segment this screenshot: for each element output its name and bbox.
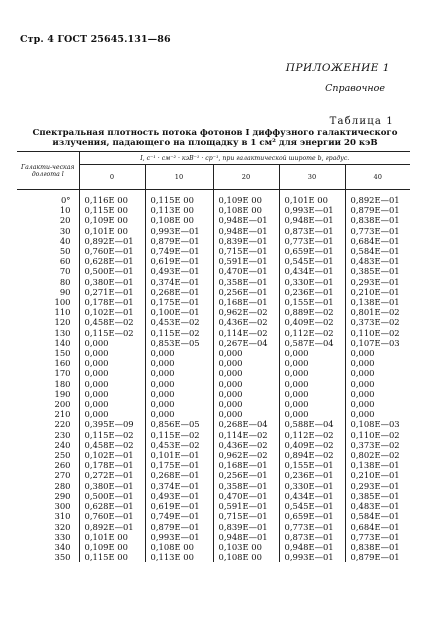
flux-value-cell: 0,715E—01 — [213, 511, 279, 521]
latitude-header: 20 — [213, 165, 279, 190]
flux-value-cell: 0,879E—01 — [350, 205, 400, 216]
flux-value-cell: 0,879E—01 — [145, 522, 213, 532]
flux-value-cell: 0,000 — [145, 389, 213, 399]
flux-value-cell: 0,138E—01 — [350, 297, 400, 308]
flux-value-cell: 0,155E—01 — [279, 297, 345, 307]
flux-value-cell: 0,962E—02 — [213, 307, 279, 317]
table-row — [17, 491, 410, 501]
table-row — [17, 190, 410, 206]
flux-value-cell: 0,853E—05 — [145, 338, 213, 348]
flux-value-cell: 0,115E—02 — [79, 430, 145, 440]
table-row — [17, 338, 410, 348]
flux-value-cell: 0,838E—01 — [350, 541, 400, 552]
flux-value-cell: 0,000 — [279, 409, 345, 419]
flux-value-cell: 0,889E—02 — [279, 307, 345, 317]
flux-value-cell: 0,373E—02 — [350, 439, 400, 450]
table-row — [17, 389, 410, 399]
flux-value-cell: 0,168E—01 — [213, 460, 279, 470]
flux-value-cell: 0,110E—02 — [350, 327, 400, 338]
table-row — [17, 205, 410, 215]
flux-value-cell: 0,000 — [145, 399, 213, 409]
flux-value-cell: 0,107E—03 — [350, 337, 400, 348]
longitude-cell: 100 — [17, 297, 79, 307]
flux-value-cell: 0,112E—02 — [279, 328, 345, 338]
flux-value-cell: 0,000 — [79, 409, 145, 419]
table-row — [17, 460, 410, 470]
flux-value-cell: 0,000 — [145, 348, 213, 358]
flux-value-cell: 0,587E—04 — [279, 338, 345, 348]
flux-value-cell: 0,619E—01 — [145, 501, 213, 511]
flux-value-cell: 0,108E—03 — [350, 419, 400, 430]
table-row — [17, 266, 410, 276]
appendix-subtitle: Справочное — [325, 83, 385, 94]
longitude-cell: 200 — [17, 399, 79, 409]
flux-value-cell: 0,470E—01 — [213, 491, 279, 501]
flux-value-cell: 0,373E—02 — [350, 317, 400, 328]
table-row — [17, 368, 410, 378]
flux-value-cell: 0,000 — [213, 358, 279, 368]
flux-value-cell: 0,113E 00 — [145, 205, 213, 215]
flux-value-cell: 0,000 — [350, 399, 375, 410]
latitude-header: 0 — [79, 165, 145, 190]
table-row — [17, 399, 410, 409]
flux-value-cell: 0,000 — [279, 379, 345, 389]
flux-value-cell: 0,374E—01 — [145, 481, 213, 491]
flux-value-cell: 0,101E—01 — [145, 450, 213, 460]
longitude-cell: 90 — [17, 287, 79, 297]
flux-value-cell: 0,000 — [79, 389, 145, 399]
longitude-cell: 50 — [17, 246, 79, 256]
flux-value-cell: 0,948E—01 — [279, 542, 345, 552]
flux-value-cell: 0,115E—02 — [145, 430, 213, 440]
longitude-cell: 170 — [17, 368, 79, 378]
longitude-cell: 300 — [17, 501, 79, 511]
table-row — [17, 287, 410, 297]
flux-value-cell: 0,000 — [79, 338, 145, 348]
flux-value-cell: 0,892E—01 — [79, 236, 145, 246]
flux-value-cell: 0,103E 00 — [213, 542, 279, 552]
longitude-cell: 270 — [17, 470, 79, 480]
flux-value-cell: 0,948E—01 — [279, 215, 345, 225]
flux-value-cell: 0,894E—02 — [279, 450, 345, 460]
flux-value-cell: 0,948E—01 — [213, 226, 279, 236]
flux-value-cell: 0,628E—01 — [79, 501, 145, 511]
flux-value-cell: 0,839E—01 — [213, 522, 279, 532]
flux-value-cell: 0,436E—02 — [213, 317, 279, 327]
flux-value-cell: 0,591E—01 — [213, 256, 279, 266]
longitude-cell: 60 — [17, 256, 79, 266]
flux-value-cell: 0,114E—02 — [213, 328, 279, 338]
table-row — [17, 246, 410, 256]
table-caption — [24, 128, 406, 148]
flux-value-cell: 0,000 — [213, 368, 279, 378]
longitude-cell: 250 — [17, 450, 79, 460]
flux-value-cell: 0,108E 00 — [145, 542, 213, 552]
flux-value-cell: 0,000 — [350, 409, 375, 420]
flux-value-cell: 0,175E—01 — [145, 297, 213, 307]
table-number: Таблица 1 — [329, 116, 394, 127]
flux-value-cell: 0,948E—01 — [213, 532, 279, 542]
table-row — [17, 277, 410, 287]
table-row — [17, 226, 410, 236]
flux-value-cell: 0,000 — [350, 388, 375, 399]
flux-value-cell: 0,838E—01 — [350, 215, 400, 226]
flux-value-cell: 0,138E—01 — [350, 460, 400, 471]
flux-value-cell: 0,545E—01 — [279, 501, 345, 511]
table-row — [17, 552, 410, 562]
flux-value-cell: 0,773E—01 — [279, 522, 345, 532]
flux-value-cell: 0,948E—01 — [213, 215, 279, 225]
flux-value-cell: 0,000 — [79, 368, 145, 378]
flux-value-cell: 0,000 — [279, 389, 345, 399]
flux-value-cell: 0,000 — [350, 368, 375, 379]
table-row — [17, 450, 410, 460]
longitude-cell: 240 — [17, 440, 79, 450]
flux-value-cell: 0,380E—01 — [79, 277, 145, 287]
flux-value-cell: 0,458E—02 — [79, 440, 145, 450]
flux-value-cell: 0,000 — [79, 348, 145, 358]
flux-value-cell: 0,000 — [279, 399, 345, 409]
flux-value-cell: 0,000 — [279, 348, 345, 358]
flux-value-cell: 0,483E—01 — [350, 501, 400, 512]
longitude-cell: 0° — [17, 190, 79, 206]
flux-table — [17, 151, 410, 562]
flux-value-cell: 0,588E—04 — [279, 419, 345, 429]
longitude-cell: 30 — [17, 226, 79, 236]
flux-value-cell: 0,470E—01 — [213, 266, 279, 276]
flux-value-cell: 0,892E—01 — [350, 195, 400, 205]
flux-value-cell: 0,108E 00 — [213, 552, 279, 562]
flux-value-cell: 0,000 — [213, 399, 279, 409]
flux-value-cell: 0,178E—01 — [79, 297, 145, 307]
flux-value-cell: 0,000 — [145, 368, 213, 378]
table-row — [17, 358, 410, 368]
table-row — [17, 236, 410, 246]
flux-value-cell: 0,155E—01 — [279, 460, 345, 470]
flux-value-cell: 0,358E—01 — [213, 481, 279, 491]
flux-value-cell: 0,000 — [79, 379, 145, 389]
flux-value-cell: 0,749E—01 — [145, 511, 213, 521]
flux-value-cell: 0,109E 00 — [79, 215, 145, 225]
table-row — [17, 307, 410, 317]
flux-value-cell: 0,749E—01 — [145, 246, 213, 256]
flux-value-cell: 0,175E—01 — [145, 460, 213, 470]
flux-value-cell: 0,873E—01 — [279, 226, 345, 236]
flux-value-cell: 0,659E—01 — [279, 246, 345, 256]
flux-value-cell: 0,879E—01 — [350, 552, 400, 563]
flux-value-cell: 0,236E—01 — [279, 470, 345, 480]
flux-value-cell: 0,773E—01 — [350, 531, 400, 542]
longitude-cell: 20 — [17, 215, 79, 225]
latitude-header: 10 — [145, 165, 213, 190]
longitude-cell: 110 — [17, 307, 79, 317]
flux-value-cell: 0,380E—01 — [79, 481, 145, 491]
flux-value-cell: 0,434E—01 — [279, 266, 345, 276]
longitude-cell: 130 — [17, 328, 79, 338]
flux-value-cell: 0,760E—01 — [79, 511, 145, 521]
flux-value-cell: 0,268E—01 — [145, 470, 213, 480]
longitude-cell: 10 — [17, 205, 79, 215]
flux-value-cell: 0,385E—01 — [350, 490, 400, 501]
flux-value-cell: 0,619E—01 — [145, 256, 213, 266]
flux-value-cell: 0,101E 00 — [79, 226, 145, 236]
table-row — [17, 419, 410, 429]
flux-value-cell: 0,178E—01 — [79, 460, 145, 470]
longitude-cell: 330 — [17, 532, 79, 542]
flux-value-cell: 0,102E—01 — [79, 307, 145, 317]
flux-value-cell: 0,839E—01 — [213, 236, 279, 246]
longitude-cell: 290 — [17, 491, 79, 501]
flux-value-cell: 0,256E—01 — [213, 470, 279, 480]
caption-line-2: излучения, падающего на площадку в 1 см² для энергии 20 кэВ — [52, 138, 378, 148]
flux-value-cell: 0,116E 00 — [79, 190, 145, 206]
flux-value-cell: 0,115E 00 — [79, 552, 145, 562]
flux-value-cell: 0,000 — [213, 389, 279, 399]
flux-value-cell: 0,330E—01 — [279, 277, 345, 287]
longitude-cell: 180 — [17, 379, 79, 389]
flux-value-cell: 0,409E—02 — [279, 440, 345, 450]
flux-value-cell: 0,584E—01 — [350, 511, 400, 522]
flux-value-cell: 0,236E—01 — [279, 287, 345, 297]
flux-value-cell: 0,000 — [350, 358, 375, 369]
flux-value-cell: 0,873E—01 — [279, 532, 345, 542]
latitude-header: 30 — [279, 165, 345, 190]
table-row — [17, 328, 410, 338]
flux-value-cell: 0,545E—01 — [279, 256, 345, 266]
table-row — [17, 501, 410, 511]
flux-value-cell: 0,993E—01 — [145, 532, 213, 542]
flux-value-cell: 0,109E 00 — [213, 190, 279, 206]
flux-value-cell: 0,000 — [79, 399, 145, 409]
flux-value-cell: 0,293E—01 — [350, 480, 400, 491]
flux-value-cell: 0,108E 00 — [213, 205, 279, 215]
flux-value-cell: 0,453E—02 — [145, 440, 213, 450]
flux-value-cell: 0,109E 00 — [79, 542, 145, 552]
flux-value-cell: 0,659E—01 — [279, 511, 345, 521]
flux-value-cell: 0,962E—02 — [213, 450, 279, 460]
table-row — [17, 522, 410, 532]
flux-value-cell: 0,102E—01 — [79, 450, 145, 460]
table-row — [17, 430, 410, 440]
longitude-cell: 230 — [17, 430, 79, 440]
flux-value-cell: 0,856E—05 — [145, 419, 213, 429]
flux-value-cell: 0,409E—02 — [279, 317, 345, 327]
longitude-cell: 140 — [17, 338, 79, 348]
longitude-cell: 220 — [17, 419, 79, 429]
table-row — [17, 511, 410, 521]
flux-value-cell: 0,113E 00 — [145, 552, 213, 562]
flux-value-cell: 0,358E—01 — [213, 277, 279, 287]
flux-value-cell: 0,267E—04 — [213, 338, 279, 348]
flux-value-cell: 0,272E—01 — [79, 470, 145, 480]
flux-value-cell: 0,684E—01 — [350, 521, 400, 532]
flux-value-cell: 0,892E—01 — [79, 522, 145, 532]
latitude-header: 40 — [345, 165, 410, 190]
table-row — [17, 481, 410, 491]
longitude-cell: 190 — [17, 389, 79, 399]
flux-value-cell: 0,268E—01 — [145, 287, 213, 297]
flux-value-cell: 0,115E—02 — [79, 328, 145, 338]
flux-value-cell: 0,000 — [350, 348, 375, 359]
flux-value-cell: 0,483E—01 — [350, 256, 400, 267]
flux-value-cell: 0,000 — [213, 409, 279, 419]
flux-value-cell: 0,684E—01 — [350, 235, 400, 246]
flux-value-cell: 0,000 — [79, 358, 145, 368]
flux-value-cell: 0,773E—01 — [279, 236, 345, 246]
table-row — [17, 470, 410, 480]
flux-value-cell: 0,108E 00 — [145, 215, 213, 225]
table-row — [17, 256, 410, 266]
flux-value-cell: 0,993E—01 — [145, 226, 213, 236]
flux-value-cell: 0,493E—01 — [145, 491, 213, 501]
flux-value-cell: 0,000 — [145, 409, 213, 419]
longitude-cell: 160 — [17, 358, 79, 368]
flux-value-cell: 0,000 — [279, 358, 345, 368]
flux-value-cell: 0,458E—02 — [79, 317, 145, 327]
longitude-cell: 80 — [17, 277, 79, 287]
flux-value-cell: 0,115E—02 — [145, 328, 213, 338]
page-header: Стр. 4 ГОСТ 25645.131—86 — [20, 34, 171, 45]
longitude-cell: 260 — [17, 460, 79, 470]
flux-value-cell: 0,000 — [350, 378, 375, 389]
flux-value-cell: 0,715E—01 — [213, 246, 279, 256]
flux-value-cell: 0,293E—01 — [350, 276, 400, 287]
longitude-cell: 150 — [17, 348, 79, 358]
flux-value-cell: 0,168E—01 — [213, 297, 279, 307]
flux-value-cell: 0,760E—01 — [79, 246, 145, 256]
table-row — [17, 532, 410, 542]
flux-value-cell: 0,395E—09 — [79, 419, 145, 429]
flux-value-cell: 0,436E—02 — [213, 440, 279, 450]
flux-value-cell: 0,000 — [145, 379, 213, 389]
flux-value-cell: 0,584E—01 — [350, 246, 400, 257]
longitude-cell: 40 — [17, 236, 79, 246]
flux-value-cell: 0,100E—01 — [145, 307, 213, 317]
flux-value-cell: 0,268E—04 — [213, 419, 279, 429]
flux-value-cell: 0,801E—02 — [350, 307, 400, 318]
table-row — [17, 215, 410, 225]
longitude-cell: 340 — [17, 542, 79, 552]
flux-value-cell: 0,993E—01 — [279, 552, 345, 562]
flux-value-cell: 0,628E—01 — [79, 256, 145, 266]
flux-value-cell: 0,500E—01 — [79, 491, 145, 501]
flux-value-cell: 0,591E—01 — [213, 501, 279, 511]
flux-value-cell: 0,385E—01 — [350, 266, 400, 277]
flux-value-cell: 0,802E—02 — [350, 450, 400, 461]
flux-value-cell: 0,773E—01 — [350, 225, 400, 236]
table-row — [17, 297, 410, 307]
flux-value-cell: 0,115E 00 — [145, 190, 213, 206]
flux-value-cell: 0,000 — [279, 368, 345, 378]
flux-value-cell: 0,434E—01 — [279, 491, 345, 501]
longitude-cell: 320 — [17, 522, 79, 532]
flux-value-cell: 0,453E—02 — [145, 317, 213, 327]
flux-value-cell: 0,101E 00 — [279, 190, 345, 206]
flux-value-cell: 0,112E—02 — [279, 430, 345, 440]
flux-value-cell: 0,114E—02 — [213, 430, 279, 440]
flux-value-cell: 0,000 — [213, 379, 279, 389]
flux-value-cell: 0,500E—01 — [79, 266, 145, 276]
longitude-cell: 210 — [17, 409, 79, 419]
flux-value-cell: 0,115E 00 — [79, 205, 145, 215]
flux-value-cell: 0,374E—01 — [145, 277, 213, 287]
flux-value-cell: 0,271E—01 — [79, 287, 145, 297]
table-row — [17, 440, 410, 450]
flux-value-cell: 0,110E—02 — [350, 429, 400, 440]
longitude-cell: 280 — [17, 481, 79, 491]
longitude-header: Галакти-ческая долгота l — [17, 152, 79, 190]
flux-value-cell: 0,101E 00 — [79, 532, 145, 542]
flux-value-cell: 0,210E—01 — [350, 470, 400, 481]
flux-value-cell: 0,330E—01 — [279, 481, 345, 491]
longitude-cell: 310 — [17, 511, 79, 521]
flux-value-cell: 0,210E—01 — [350, 286, 400, 297]
table-row — [17, 317, 410, 327]
appendix-title: ПРИЛОЖЕНИЕ 1 — [285, 62, 390, 74]
table-row — [17, 379, 410, 389]
flux-value-cell: 0,993E—01 — [279, 205, 345, 215]
table-row — [17, 542, 410, 552]
flux-value-cell: 0,256E—01 — [213, 287, 279, 297]
table-row — [17, 348, 410, 358]
longitude-cell: 350 — [17, 552, 79, 562]
caption-line-1: Спектральная плотность потока фотонов I диффузного галактического — [32, 128, 398, 138]
units-header: I, с⁻¹ · см⁻² · кэВ⁻¹ · ср⁻¹, при галактической широте b, градус. — [79, 152, 410, 165]
flux-value-cell: 0,000 — [145, 358, 213, 368]
table-row — [17, 409, 410, 419]
flux-value-cell: 0,000 — [213, 348, 279, 358]
table-body — [17, 190, 410, 563]
longitude-cell: 120 — [17, 317, 79, 327]
flux-value-cell: 0,493E—01 — [145, 266, 213, 276]
longitude-cell: 70 — [17, 266, 79, 276]
flux-value-cell: 0,879E—01 — [145, 236, 213, 246]
